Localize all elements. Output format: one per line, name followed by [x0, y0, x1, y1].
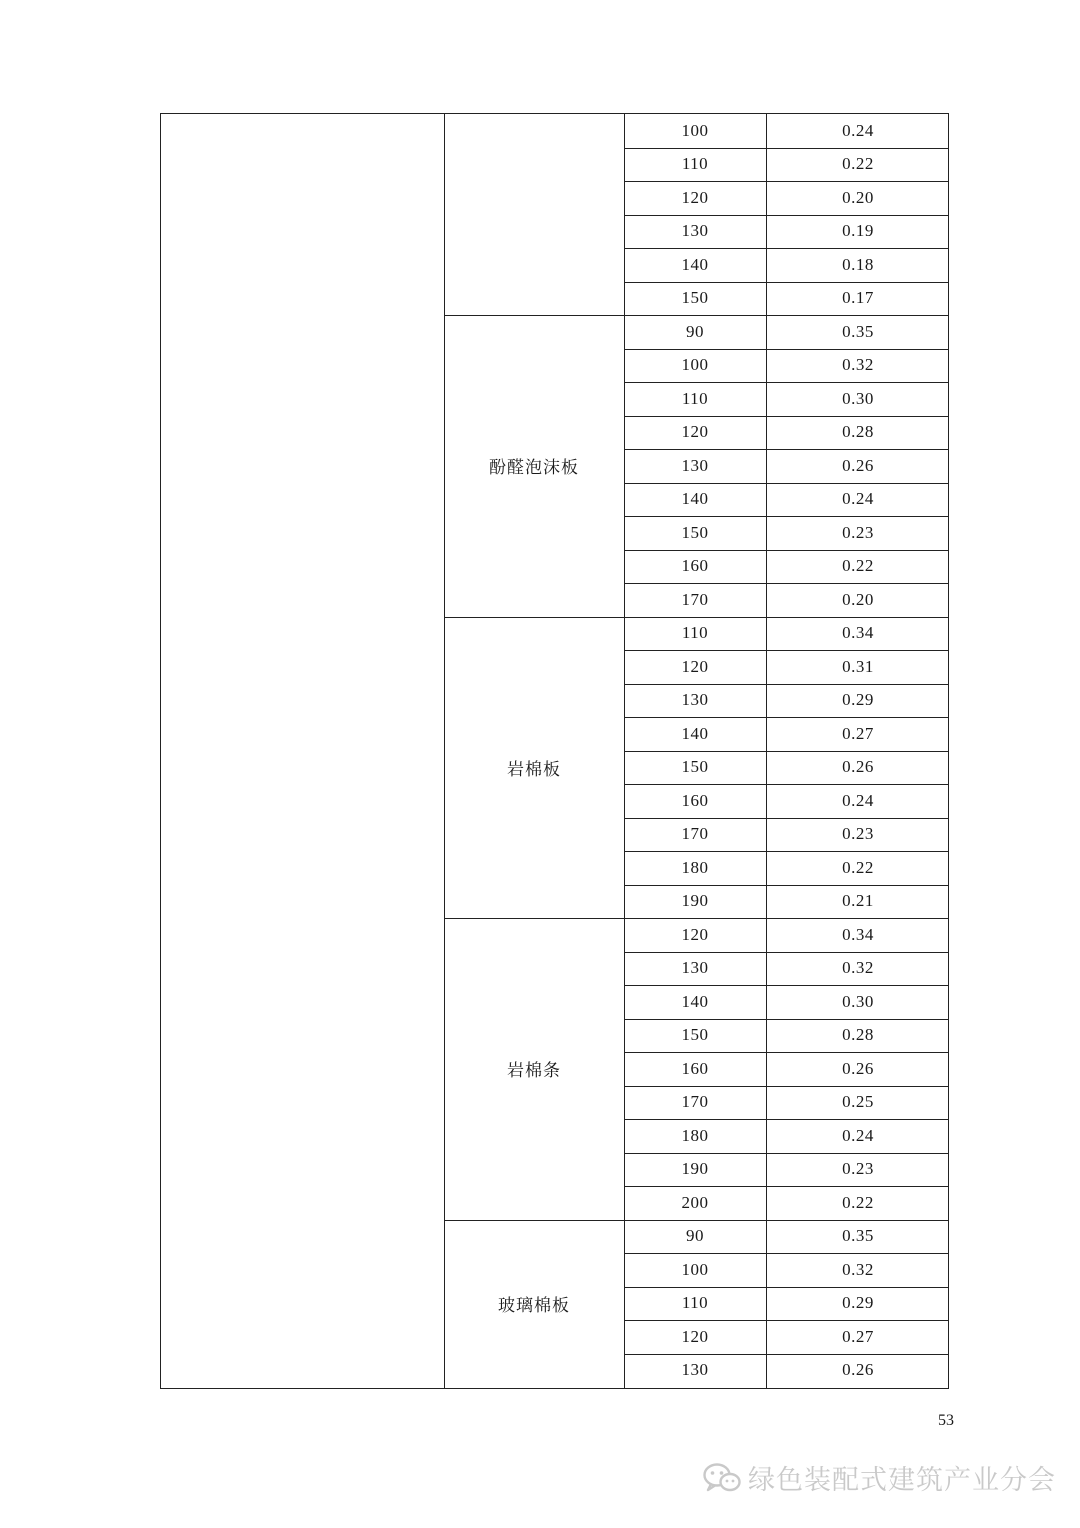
thickness-cell: 100	[681, 120, 709, 140]
value-cell: 0.34	[842, 924, 874, 944]
value-cell: 0.29	[842, 1293, 874, 1313]
value-cell: 0.32	[842, 355, 874, 375]
value-cell: 0.31	[842, 656, 874, 676]
thickness-cell: 90	[686, 1226, 704, 1246]
thickness-cell: 190	[681, 891, 709, 911]
thickness-cell: 100	[681, 1259, 709, 1279]
value-cell: 0.35	[842, 1226, 874, 1246]
thickness-cell: 130	[681, 1360, 709, 1380]
watermark	[702, 1458, 1056, 1497]
value-cell: 0.26	[842, 757, 874, 777]
material-name-cell	[444, 114, 624, 315]
value-cell: 0.35	[842, 321, 874, 341]
thickness-cell: 170	[681, 824, 709, 844]
thickness-cell: 140	[681, 254, 709, 274]
material-name-cell: 岩棉板	[507, 759, 561, 780]
value-cell: 0.22	[842, 556, 874, 576]
thickness-cell: 130	[681, 455, 709, 475]
thickness-cell: 150	[681, 1025, 709, 1045]
value-cell: 0.24	[842, 489, 874, 509]
value-cell: 0.22	[842, 857, 874, 877]
thickness-cell: 160	[681, 1058, 709, 1078]
value-cell: 0.19	[842, 221, 874, 241]
thickness-cell: 170	[681, 1092, 709, 1112]
thickness-cell: 140	[681, 723, 709, 743]
value-cell: 0.23	[842, 522, 874, 542]
value-cell: 0.20	[842, 589, 874, 609]
thickness-cell: 160	[681, 556, 709, 576]
value-cell: 0.30	[842, 388, 874, 408]
value-cell: 0.23	[842, 824, 874, 844]
thickness-cell: 150	[681, 522, 709, 542]
value-cell: 0.24	[842, 790, 874, 810]
thickness-cell: 120	[681, 1326, 709, 1346]
value-cell: 0.32	[842, 958, 874, 978]
value-cell: 0.23	[842, 1159, 874, 1179]
value-cell: 0.30	[842, 991, 874, 1011]
thickness-cell: 140	[681, 489, 709, 509]
thickness-cell: 150	[681, 757, 709, 777]
thickness-cell: 200	[681, 1192, 709, 1212]
thickness-cell: 190	[681, 1159, 709, 1179]
value-cell: 0.22	[842, 1192, 874, 1212]
thickness-cell: 130	[681, 221, 709, 241]
value-cell: 0.17	[842, 288, 874, 308]
thickness-cell: 160	[681, 790, 709, 810]
thickness-cell: 140	[681, 991, 709, 1011]
value-cell: 0.25	[842, 1092, 874, 1112]
value-cell: 0.21	[842, 891, 874, 911]
value-cell: 0.26	[842, 1360, 874, 1380]
value-cell: 0.26	[842, 1058, 874, 1078]
thickness-cell: 120	[681, 656, 709, 676]
thickness-cell: 150	[681, 288, 709, 308]
material-name-cell: 玻璃棉板	[498, 1295, 570, 1316]
value-cell: 0.29	[842, 690, 874, 710]
thickness-cell: 120	[681, 187, 709, 207]
thickness-cell: 110	[681, 1293, 709, 1313]
value-cell: 0.27	[842, 1326, 874, 1346]
thickness-cell: 180	[681, 857, 709, 877]
wechat-icon	[702, 1461, 742, 1495]
material-name-cell: 岩棉条	[507, 1061, 561, 1082]
thickness-cell: 130	[681, 958, 709, 978]
thickness-cell: 100	[681, 355, 709, 375]
value-cell: 0.22	[842, 154, 874, 174]
value-cell: 0.34	[842, 623, 874, 643]
value-cell: 0.28	[842, 422, 874, 442]
value-cell: 0.28	[842, 1025, 874, 1045]
thickness-cell: 110	[681, 623, 709, 643]
material-name-cell: 酚醛泡沫板	[489, 458, 579, 479]
watermark-text: 绿色装配式建筑产业分会	[748, 1465, 1056, 1496]
value-cell: 0.26	[842, 455, 874, 475]
data-table	[160, 113, 949, 1389]
thickness-cell: 130	[681, 690, 709, 710]
thickness-cell: 180	[681, 1125, 709, 1145]
value-cell: 0.32	[842, 1259, 874, 1279]
value-cell: 0.18	[842, 254, 874, 274]
value-cell: 0.27	[842, 723, 874, 743]
thickness-cell: 110	[681, 388, 709, 408]
value-cell: 0.20	[842, 187, 874, 207]
thickness-cell: 170	[681, 589, 709, 609]
thickness-cell: 90	[686, 321, 704, 341]
value-cell: 0.24	[842, 1125, 874, 1145]
thickness-cell: 120	[681, 924, 709, 944]
value-cell: 0.24	[842, 120, 874, 140]
thickness-cell: 110	[681, 154, 709, 174]
page-number: 53	[938, 1412, 954, 1429]
thickness-cell: 120	[681, 422, 709, 442]
